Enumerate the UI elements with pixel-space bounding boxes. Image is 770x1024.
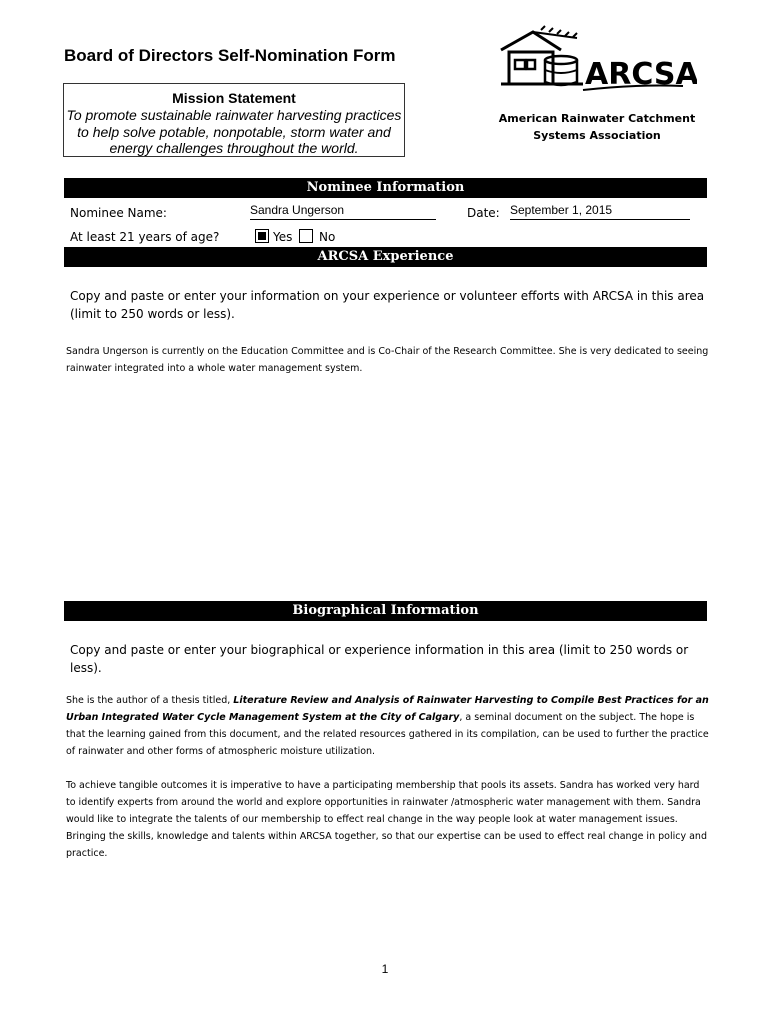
nominee-name-field[interactable]: Sandra Ungerson <box>250 203 436 220</box>
nominee-info-header: Nominee Information <box>64 178 707 198</box>
date-label: Date: <box>467 206 500 220</box>
bio-text-area[interactable] <box>66 692 710 862</box>
age-question-label: At least 21 years of age? <box>70 230 220 244</box>
yes-checkbox[interactable] <box>255 229 269 243</box>
arcsa-logo <box>497 24 697 154</box>
no-label: No <box>319 230 336 244</box>
mission-heading: Mission Statement <box>172 90 296 106</box>
no-checkbox[interactable] <box>299 229 313 243</box>
yes-label: Yes <box>273 230 293 244</box>
bio-paragraph-1 <box>66 692 710 760</box>
page-number: 1 <box>381 962 389 976</box>
bio-p1-rest: , a seminal document on the subject. The hope is that the learning gained from this document, and the related resources gathered in its compilation, can be used to further the practice of rainwater and other forms of atmospheric moisture utilization. <box>66 712 709 757</box>
biographical-info-header: Biographical Information <box>64 601 707 621</box>
mission-statement-box <box>63 83 405 157</box>
bio-paragraph-2: To achieve tangible outcomes it is imperative to have a participating membership that pools its assets. Sandra has worked very hard to identify experts from around the world and explore opportunities in rainwater /atmospheric water management with them. Sandra would like to integrate the talents of our membership to effect real change in the way people look at water management issues. Bringing the skills, knowledge and talents within ARCSA together, so that our expertise can be used to effect real change in policy and practice. <box>66 780 707 859</box>
logo-line1: American Rainwater Catchment <box>498 112 696 125</box>
logo-acronym: ARCSA <box>585 57 697 92</box>
nominee-name-label: Nominee Name: <box>70 206 167 220</box>
date-field[interactable]: September 1, 2015 <box>510 203 690 220</box>
arcsa-experience-header: ARCSA Experience <box>64 247 707 267</box>
mission-text: To promote sustainable rainwater harvesting practices to help solve potable, nonpotable, storm water and energy challenges throughout the world. <box>66 107 402 156</box>
experience-instruction: Copy and paste or enter your information on your experience or volunteer efforts with ARCSA in this area (limit to 250 words or less). <box>70 289 705 321</box>
bio-instruction: Copy and paste or enter your biographical or experience information in this area (limit to 250 words or less). <box>70 643 689 675</box>
bio-p1-intro: She is the author of a thesis titled, <box>66 695 234 706</box>
logo-line2: Systems Association <box>533 129 661 142</box>
experience-text-area[interactable]: Sandra Ungerson is currently on the Education Committee and is Co-Chair of the Research Committee. She is very dedicated to seeing rainwater integrated into a whole water management system. <box>66 346 709 374</box>
house-rain-barrel-icon <box>497 24 697 154</box>
form-title: Board of Directors Self-Nomination Form <box>64 46 396 65</box>
thesis-title: Literature Review and Analysis of Rainwater Harvesting to Compile Best Practices for an Urban Integrated Water Cycle Management System at the City of Calgary <box>66 695 709 723</box>
